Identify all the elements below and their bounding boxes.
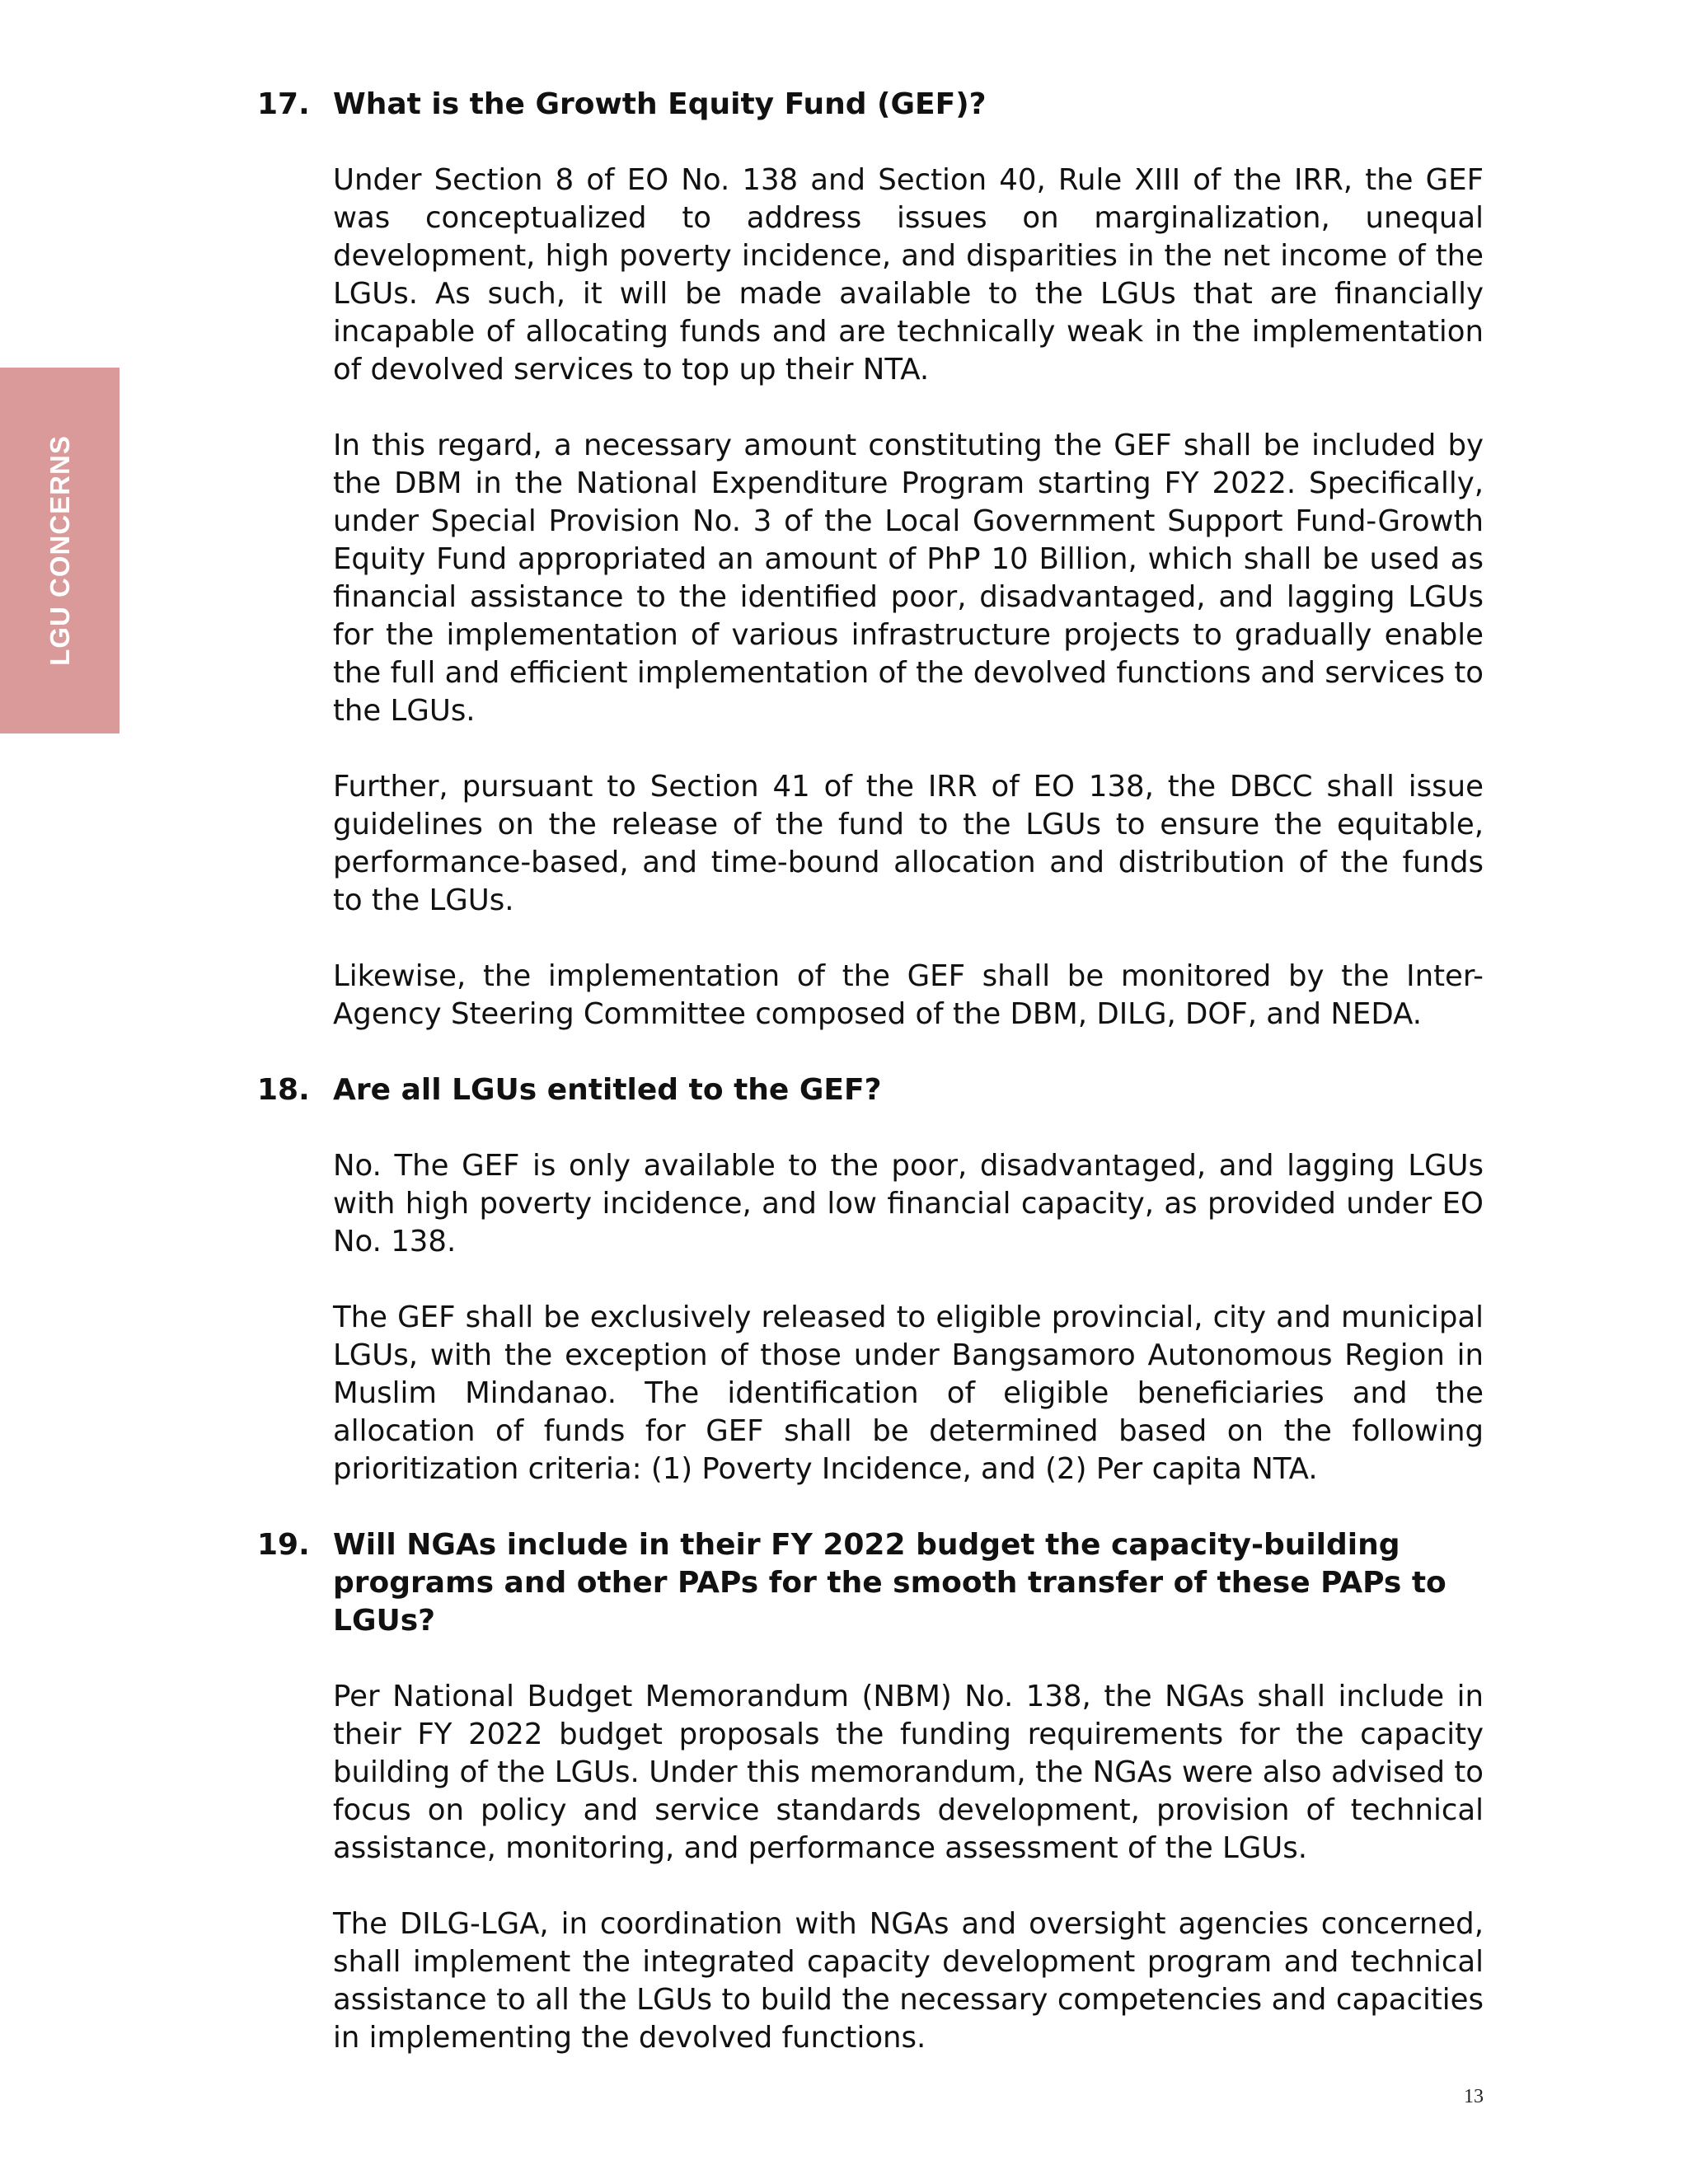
faq-question-18 [257, 1071, 1484, 1109]
faq-answer-paragraph: Further, pursuant to Section 41 of the IRR of EO 138, the DBCC shall issue guidelines on the release of the fund to the LGUs to ensure the equitable, performance-based, and time-bound allocation and distribution of the funds to the LGUs. [333, 770, 1484, 917]
faq-answer-paragraph: Under Section 8 of EO No. 138 and Section 40, Rule XIII of the IRR, the GEF was conceptualized to address issues on marginalization, unequal development, high poverty incidence, and disparities in the net income of the LGUs. As such, it will be made available to the LGUs that are financially incapable of allocating funds and are technically weak in the implementation of devolved services to top up their NTA. [333, 163, 1484, 387]
faq-question-text: What is the Growth Equity Fund (GEF)? [333, 87, 987, 121]
faq-item-17 [257, 86, 1484, 1033]
faq-item-19 [257, 1526, 1484, 2057]
faq-number: 17. [257, 87, 310, 121]
faq-answer-paragraph: Per National Budget Memorandum (NBM) No. 138, the NGAs shall include in their FY 2022 budget proposals the funding requirements for the capacity building of the LGUs. Under this memorandum, the NGAs were also advised to focus on policy and service standards development, provision of technical assistance, monitoring, and performance assessment of the LGUs. [333, 1680, 1484, 1865]
page-number: 13 [1464, 2086, 1484, 2107]
section-side-tab-label: LGU CONCERNS [44, 435, 75, 666]
faq-answer-paragraph: The DILG-LGA, in coordination with NGAs and oversight agencies concerned, shall implement the integrated capacity development program and technical assistance to all the LGUs to build the necessary competencies and capacities in implementing the devolved functions. [333, 1907, 1484, 2055]
faq-question-17 [257, 86, 1484, 124]
faq-answer-paragraph: The GEF shall be exclusively released to eligible provincial, city and municipal LGUs, with the exception of those under Bangsamoro Autonomous Region in Muslim Mindanao. The identification of eligible beneficiaries and the allocation of funds for GEF shall be determined based on the following prioritization criteria: (1) Poverty Incidence, and (2) Per capita NTA. [333, 1301, 1484, 1486]
faq-question-text: Will NGAs include in their FY 2022 budget the capacity-building programs and other PAPs for the smooth transfer of these PAPs to LGUs? [333, 1528, 1447, 1638]
faq-question-text: Are all LGUs entitled to the GEF? [333, 1073, 882, 1107]
faq-number: 19. [257, 1528, 310, 1562]
section-side-tab [0, 368, 120, 733]
faq-answer-paragraph: In this regard, a necessary amount constituting the GEF shall be included by the DBM in the National Expenditure Program starting FY 2022. Specifically, under Special Provision No. 3 of the Local Government Support Fund-Growth Equity Fund appropriated an amount of PhP 10 Billion, which shall be used as financial assistance to the identified poor, disadvantaged, and lagging LGUs for the implementation of various infrastructure projects to gradually enable the full and efficient implementation of the devolved functions and services to the LGUs. [333, 429, 1484, 728]
faq-answer-paragraph: Likewise, the implementation of the GEF shall be monitored by the Inter-Agency Steering Committee composed of the DBM, DILG, DOF, and NEDA. [333, 959, 1484, 1031]
faq-question-19 [257, 1526, 1484, 1640]
faq-answer-paragraph: No. The GEF is only available to the poor, disadvantaged, and lagging LGUs with high poverty incidence, and low financial capacity, as provided under EO No. 138. [333, 1149, 1484, 1258]
faq-item-18 [257, 1071, 1484, 1488]
faq-number: 18. [257, 1073, 310, 1107]
document-body [257, 86, 1484, 2095]
